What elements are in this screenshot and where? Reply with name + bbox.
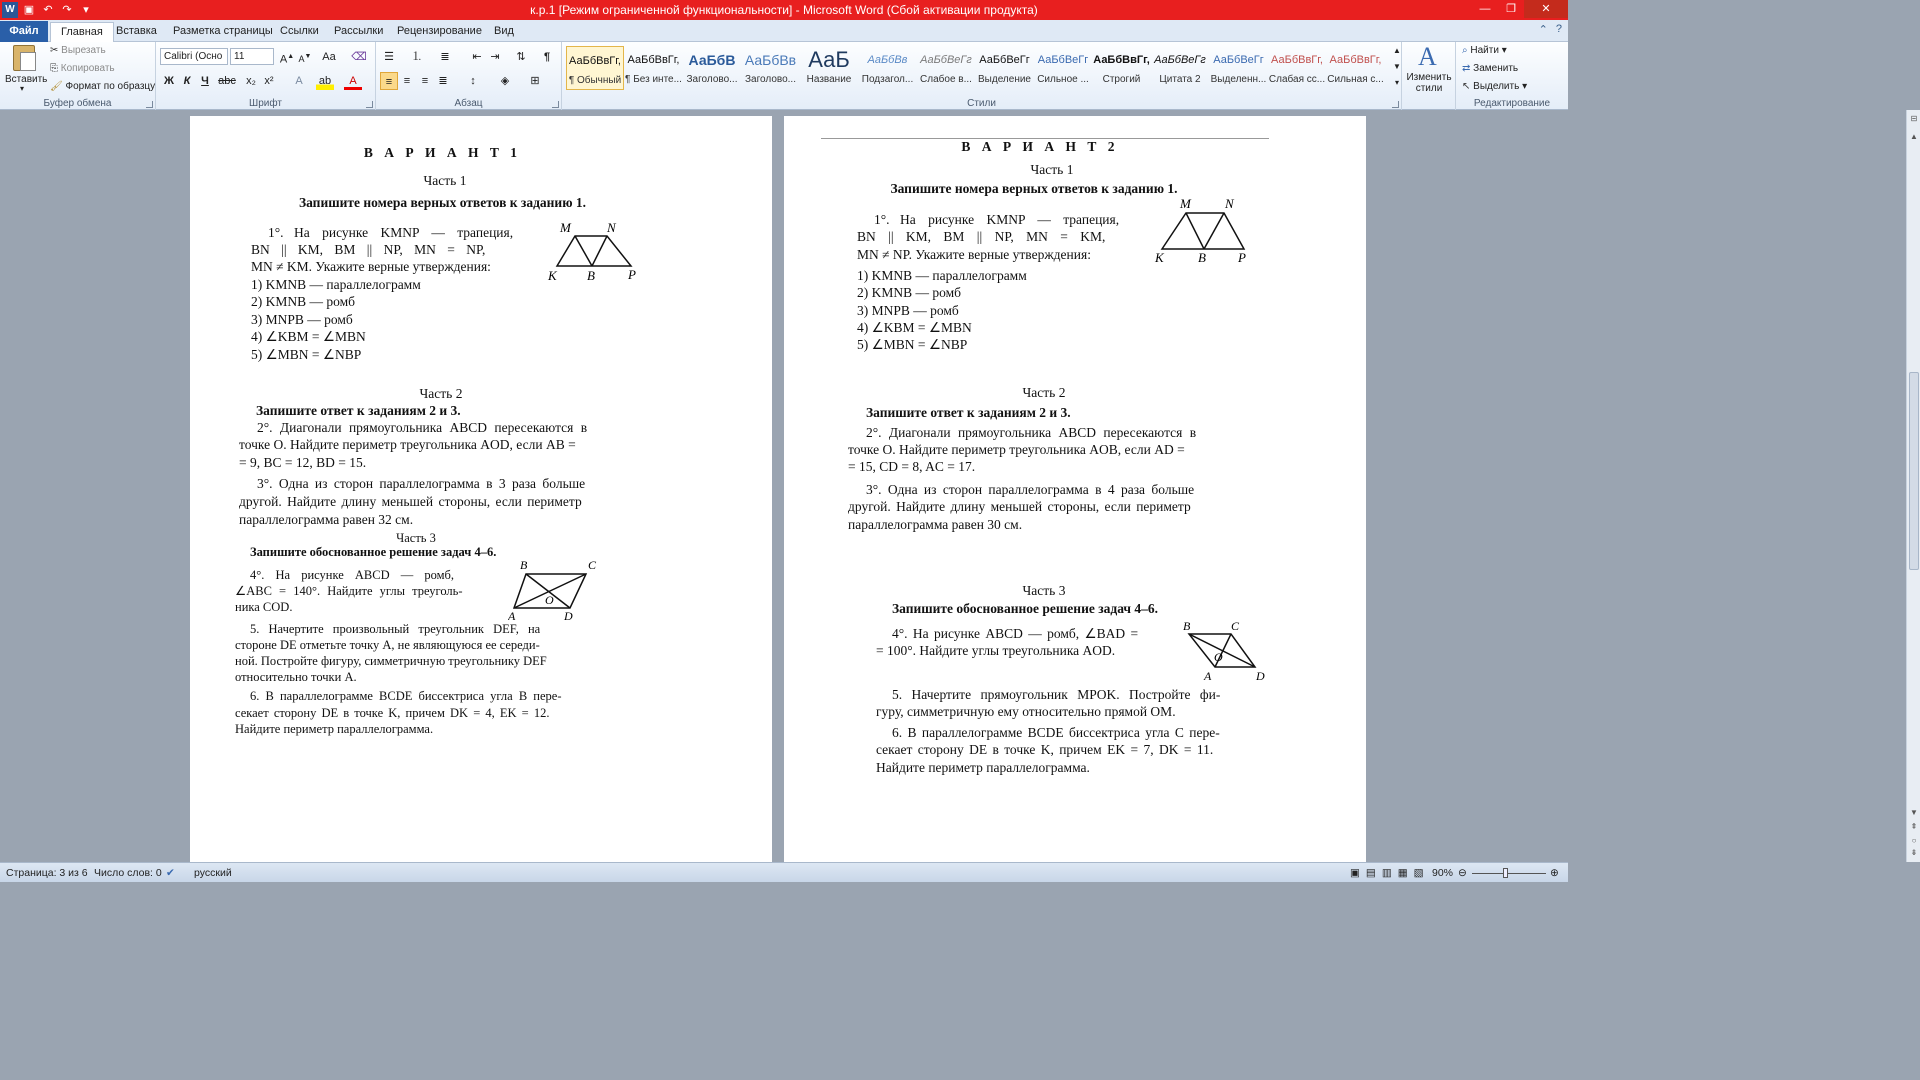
binoculars-icon: ⌕ bbox=[1462, 45, 1468, 56]
v1-task1-option: 5) ∠MBN = ∠NBP bbox=[251, 347, 362, 362]
format-painter-button[interactable] bbox=[50, 81, 155, 92]
style-sample: АаБбВвГг, bbox=[1329, 54, 1382, 66]
format-painter-label: Формат по образцу bbox=[65, 81, 156, 92]
title-bar bbox=[0, 0, 1568, 20]
increase-indent-icon[interactable]: ⇥ bbox=[490, 51, 500, 63]
segment-nb bbox=[1204, 213, 1224, 249]
v2-task1-option: 5) ∠MBN = ∠NBP bbox=[857, 337, 968, 352]
style-gallery-item[interactable] bbox=[859, 46, 917, 90]
figure-label: C bbox=[588, 558, 597, 572]
paragraph-group-label: Абзац bbox=[454, 98, 483, 109]
v2-task2-line: точке O. Найдите периметр треугольника AOB, если AD = bbox=[848, 442, 1185, 457]
language-indicator[interactable]: русский bbox=[194, 867, 232, 879]
v2-instruction-1: Запишите номера верных ответов к заданию 1. bbox=[890, 181, 1178, 196]
v1-task4-line: ∠ABC = 140°. Найдите углы треуголь- bbox=[235, 584, 463, 598]
figure-label: O bbox=[1214, 650, 1223, 664]
v2-task1-option: 2) KMNB — ромб bbox=[857, 285, 962, 300]
decrease-indent-icon[interactable]: ⇤ bbox=[472, 51, 482, 63]
style-name: Слабое в... bbox=[920, 74, 972, 85]
styles-group-label: Стили bbox=[967, 98, 996, 109]
change-styles-button[interactable] bbox=[1402, 42, 1456, 110]
styles-scroll-down-icon[interactable]: ▼ bbox=[1393, 62, 1401, 71]
figure-label: K bbox=[1155, 250, 1164, 265]
status-bar bbox=[0, 862, 1568, 882]
paste-icon bbox=[13, 45, 35, 71]
v1-task1-option: 3) MNPB — ромб bbox=[251, 312, 353, 327]
show-marks-icon[interactable]: ¶ bbox=[543, 51, 551, 63]
v2-task5-line: 5. Начертите прямоугольник MPOK. Постройте фи- bbox=[892, 687, 1221, 702]
v1-task5-line: 5. Начертите произвольный треугольник DEF, на bbox=[250, 622, 541, 636]
style-sample: АаБбВеГг bbox=[1154, 54, 1206, 66]
segment-mb bbox=[1186, 213, 1204, 249]
style-sample: АаБбВеГг bbox=[1213, 54, 1264, 66]
style-gallery-item[interactable] bbox=[976, 46, 1034, 90]
v1-task3-line: другой. Найдите длину меньшей стороны, если периметр bbox=[239, 494, 582, 509]
help-icon[interactable]: ? bbox=[1555, 23, 1562, 35]
v1-rhombus-figure bbox=[508, 556, 604, 622]
view-buttons[interactable]: ▣▤▥▦▧ bbox=[1350, 867, 1430, 879]
v1-task2-line: 2°. Диагонали прямоугольника ABCD пересекаются в bbox=[257, 420, 588, 435]
grow-font-icon[interactable]: A▲ bbox=[279, 53, 295, 66]
v2-task1-option: 1) KMNB — параллелограмм bbox=[857, 268, 1027, 283]
change-styles-icon: A bbox=[1418, 42, 1437, 71]
v1-task5-line: относительно точки A. bbox=[235, 670, 357, 684]
style-name: Цитата 2 bbox=[1159, 74, 1201, 85]
tab-review[interactable]: Рецензирование bbox=[397, 25, 482, 37]
scroll-down-icon[interactable]: ▼ bbox=[1910, 808, 1918, 817]
align-right-icon[interactable]: ≡ bbox=[421, 75, 429, 87]
segment-nb bbox=[592, 236, 607, 266]
v1-task2-line: = 9, BC = 12, BD = 15. bbox=[239, 455, 367, 470]
v2-task1-option: 3) MNPB — ромб bbox=[857, 303, 959, 318]
figure-label: O bbox=[545, 593, 554, 607]
replace-label: Заменить bbox=[1473, 63, 1519, 74]
figure-label: D bbox=[1256, 669, 1265, 683]
replace-button[interactable] bbox=[1462, 63, 1518, 74]
v2-task2-line: 2°. Диагонали прямоугольника ABCD пересекаются в bbox=[866, 425, 1197, 440]
select-label: Выделить bbox=[1473, 81, 1520, 92]
select-button[interactable]: ↖ Выделить ▾ bbox=[1462, 81, 1528, 92]
style-name: Выделенн... bbox=[1210, 74, 1267, 85]
italic-button[interactable]: К bbox=[183, 75, 191, 87]
v2-rhombus-figure bbox=[1179, 616, 1269, 684]
window-controls bbox=[1472, 0, 1568, 18]
borders-icon[interactable]: ⊞ bbox=[530, 75, 540, 87]
group-clipboard bbox=[0, 42, 156, 110]
numbering-icon[interactable]: ⒈ bbox=[411, 51, 423, 63]
document-workspace[interactable] bbox=[0, 110, 1554, 862]
v2-task1-line3: MN ≠ NP. Укажите верные утверждения: bbox=[857, 247, 1091, 262]
minimize-icon[interactable]: — bbox=[1479, 3, 1491, 15]
figure-label: M bbox=[560, 220, 571, 235]
v2-task1-number: 1°. bbox=[874, 212, 890, 227]
style-gallery-item[interactable] bbox=[1093, 46, 1151, 90]
v2-task2-line: = 15, CD = 8, AC = 17. bbox=[848, 459, 976, 474]
v2-task5-line: гуру, симметричную ему относительно прямой OM. bbox=[876, 704, 1176, 719]
multilevel-list-icon[interactable]: ≣ bbox=[440, 51, 450, 63]
figure-label: P bbox=[628, 267, 636, 282]
v2-task6-line: секает сторону DE в точке K, причем EK = 7, DK = 11. bbox=[876, 742, 1214, 757]
align-left-icon[interactable]: ≡ bbox=[380, 72, 398, 90]
v1-task1-line3: MN ≠ KM. Укажите верные утверждения: bbox=[251, 259, 491, 274]
v2-task1-line1: На рисунке KMNP — трапеция, bbox=[900, 212, 1120, 227]
v1-task1-line2: BN || KM, BM || NP, MN = NP, bbox=[251, 242, 486, 257]
style-name: ¶ Обычный bbox=[568, 75, 622, 86]
v2-task4-line: = 100°. Найдите углы треугольника AOD. bbox=[876, 643, 1116, 658]
restore-icon[interactable]: ❐ bbox=[1506, 3, 1516, 15]
v1-task1-option: 2) KMNB — ромб bbox=[251, 294, 356, 309]
zoom-slider[interactable] bbox=[1472, 873, 1546, 874]
style-sample: АаБбВвГг, bbox=[569, 55, 621, 67]
style-sample: АаБбВеГг bbox=[920, 54, 972, 66]
style-gallery-item[interactable] bbox=[625, 46, 683, 90]
figure-label: C bbox=[1231, 619, 1240, 633]
style-name: Заголово... bbox=[686, 74, 738, 85]
copy-button[interactable] bbox=[50, 63, 115, 74]
figure-label: M bbox=[1180, 196, 1191, 211]
clear-formatting-icon[interactable]: ⌫ bbox=[351, 51, 367, 63]
figure-label: B bbox=[587, 268, 595, 283]
undo-icon[interactable]: ↶ bbox=[43, 4, 53, 16]
save-icon[interactable]: ▣ bbox=[23, 4, 35, 16]
v2-task1-line2: BN || KM, BM || NP, MN = KM, bbox=[857, 229, 1106, 244]
style-gallery-item[interactable] bbox=[1327, 46, 1385, 90]
tab-mailings[interactable]: Рассылки bbox=[334, 25, 384, 37]
v1-instruction-1: Запишите номера верных ответов к заданию 1. bbox=[298, 195, 587, 210]
v2-task1-option: 4) ∠KBM = ∠MBN bbox=[857, 320, 972, 335]
v1-task1-number: 1°. bbox=[268, 225, 284, 240]
scroll-up-icon[interactable]: ▲ bbox=[1910, 132, 1918, 141]
v1-task3-line: 3°. Одна из сторон параллелограмма в 3 раза больше bbox=[257, 476, 586, 491]
style-sample: АаБбВ bbox=[688, 52, 736, 68]
style-gallery-item[interactable] bbox=[1151, 46, 1209, 90]
font-name-box[interactable]: Calibri (Осно bbox=[160, 48, 228, 65]
style-name: ¶ Без инте... bbox=[625, 74, 682, 85]
group-styles bbox=[562, 42, 1402, 110]
shading-icon[interactable]: ◈ bbox=[500, 75, 510, 87]
vertical-scrollbar[interactable] bbox=[1906, 110, 1920, 862]
v1-task6-line: 6. В параллелограмме BCDE биссектриса угла B пере- bbox=[250, 689, 562, 703]
style-sample: АаБ bbox=[808, 47, 850, 72]
page-counter[interactable]: Страница: 3 из 6 bbox=[6, 867, 88, 879]
style-name: Сильное ... bbox=[1037, 74, 1089, 85]
justify-icon[interactable]: ≣ bbox=[438, 75, 448, 87]
style-name: Сильная с... bbox=[1327, 74, 1384, 85]
ruler-toggle-icon[interactable]: ⊟ bbox=[1910, 114, 1918, 123]
v2-task3-line: другой. Найдите длину меньшей стороны, если периметр bbox=[848, 499, 1191, 514]
replace-icon: ⇄ bbox=[1462, 63, 1471, 74]
style-name: Слабая сс... bbox=[1268, 74, 1326, 85]
style-name: Подзагол... bbox=[861, 74, 914, 85]
sort-icon[interactable]: ⇅ bbox=[516, 51, 526, 63]
browse-object-icon[interactable]: ○ bbox=[1911, 836, 1917, 845]
highlight-icon[interactable]: ab bbox=[316, 72, 334, 90]
scissors-icon: ✂ bbox=[50, 45, 59, 56]
style-sample: АаБбВв bbox=[867, 54, 908, 66]
align-center-icon[interactable]: ≡ bbox=[403, 75, 411, 87]
style-gallery-item[interactable] bbox=[800, 46, 858, 90]
change-styles-label: Изменить стили bbox=[1406, 72, 1452, 94]
v1-task2-line: точке O. Найдите периметр треугольника AOD, если AB = bbox=[239, 437, 576, 452]
next-page-icon[interactable]: ⇟ bbox=[1910, 848, 1918, 857]
scrollbar-thumb[interactable] bbox=[1909, 372, 1919, 570]
figure-label: K bbox=[548, 268, 557, 283]
style-gallery-item[interactable] bbox=[742, 46, 800, 90]
tab-file[interactable]: Файл bbox=[0, 21, 48, 42]
v1-instruction-2: Запишите ответ к заданиям 2 и 3. bbox=[256, 403, 461, 418]
tab-insert[interactable]: Вставка bbox=[116, 25, 157, 37]
v1-part1-title: Часть 1 bbox=[423, 173, 467, 188]
figure-label: A bbox=[508, 609, 516, 622]
cut-button[interactable] bbox=[50, 45, 106, 56]
style-name: Название bbox=[806, 74, 852, 85]
v1-task1-option: 1) KMNB — параллелограмм bbox=[251, 277, 421, 292]
v2-part2-title: Часть 2 bbox=[1022, 385, 1066, 400]
style-sample: АаБбВвГг, bbox=[627, 54, 680, 66]
v1-task4-line: 4°. На рисунке ABCD — ромб, bbox=[250, 568, 455, 582]
bullets-icon[interactable]: ☰ bbox=[384, 51, 394, 63]
font-launcher-icon[interactable] bbox=[366, 101, 373, 108]
style-sample: АаБбВвГг, bbox=[1271, 54, 1323, 66]
figure-label: D bbox=[564, 609, 573, 622]
font-size-box[interactable]: 11 bbox=[230, 48, 274, 65]
v1-task4-line: ника COD. bbox=[235, 600, 293, 614]
ribbon-right-controls bbox=[1539, 23, 1562, 36]
paragraph-launcher-icon[interactable] bbox=[552, 101, 559, 108]
v1-task3-line: параллелограмма равен 32 см. bbox=[239, 512, 414, 527]
segment-mb bbox=[575, 236, 592, 266]
style-gallery-item[interactable] bbox=[566, 46, 624, 90]
page-variant-2[interactable] bbox=[784, 116, 1366, 862]
style-sample: АаБбВеГг bbox=[979, 54, 1030, 66]
zoom-out-icon[interactable]: ⊖ bbox=[1458, 867, 1467, 879]
v2-trapezoid-figure bbox=[1152, 194, 1252, 266]
cursor-icon: ↖ bbox=[1462, 81, 1471, 92]
subscript-icon[interactable]: x₂ bbox=[246, 75, 256, 87]
v2-part3-title: Часть 3 bbox=[1022, 583, 1066, 598]
v1-task1-line1: На рисунке KMNP — трапеция, bbox=[294, 225, 514, 240]
v1-task6-line: Найдите периметр параллелограмма. bbox=[235, 722, 434, 736]
brush-icon: 🖌 bbox=[50, 81, 63, 92]
ribbon bbox=[0, 42, 1568, 110]
figure-label: B bbox=[1183, 619, 1191, 633]
zoom-level[interactable]: 90% bbox=[1432, 867, 1454, 879]
v2-task4-line: 4°. На рисунке ABCD — ромб, ∠BAD = bbox=[892, 626, 1139, 641]
style-name: Заголово... bbox=[745, 74, 796, 85]
v1-part2-title: Часть 2 bbox=[419, 386, 463, 401]
copy-label: Копировать bbox=[60, 63, 115, 74]
v2-task3-line: параллелограмма равен 30 см. bbox=[848, 517, 1023, 532]
styles-scroll-up-icon[interactable]: ▲ bbox=[1393, 46, 1401, 55]
figure-label: P bbox=[1238, 250, 1246, 265]
v1-instruction-3: Запишите обоснованное решение задач 4–6. bbox=[250, 545, 497, 559]
v2-task6-line: 6. В параллелограмме BCDE биссектриса угла C пере- bbox=[892, 725, 1220, 740]
variant1-heading: В А Р И А Н Т 1 bbox=[363, 145, 522, 160]
v1-part3-title: Часть 3 bbox=[396, 531, 436, 545]
styles-launcher-icon[interactable] bbox=[1392, 101, 1399, 108]
editing-group-label: Редактирование bbox=[1473, 98, 1551, 109]
find-label: Найти bbox=[1470, 45, 1499, 56]
style-gallery-item[interactable] bbox=[1210, 46, 1268, 90]
clipboard-group-label: Буфер обмена bbox=[43, 98, 112, 109]
proofing-icon[interactable]: ✔ bbox=[166, 867, 175, 879]
variant2-heading: В А Р И А Н Т 2 bbox=[961, 139, 1119, 154]
style-name: Выделение bbox=[978, 74, 1031, 85]
superscript-icon[interactable]: x² bbox=[264, 75, 274, 87]
v1-task1-option: 4) ∠KBM = ∠MBN bbox=[251, 329, 366, 344]
figure-label: N bbox=[1225, 196, 1234, 211]
word-count[interactable]: Число слов: 0 bbox=[94, 867, 162, 879]
bold-button[interactable]: Ж bbox=[164, 75, 174, 87]
v1-task5-line: ной. Постройте фигуру, симметричную треугольнику DEF bbox=[235, 654, 547, 668]
zoom-in-icon[interactable]: ⊕ bbox=[1550, 867, 1559, 879]
previous-page-icon[interactable]: ⇞ bbox=[1910, 822, 1918, 831]
strikethrough-icon[interactable]: abc bbox=[218, 75, 236, 87]
group-editing bbox=[1456, 42, 1568, 110]
group-paragraph bbox=[376, 42, 562, 110]
zoom-slider-thumb[interactable] bbox=[1503, 868, 1508, 878]
style-gallery-item[interactable] bbox=[917, 46, 975, 90]
redo-icon[interactable]: ↷ bbox=[62, 4, 72, 16]
underline-button[interactable]: Ч bbox=[201, 75, 209, 87]
styles-more-icon[interactable]: ▾ bbox=[1394, 78, 1399, 87]
style-gallery-item[interactable] bbox=[1268, 46, 1326, 90]
style-gallery-item[interactable] bbox=[1034, 46, 1092, 90]
word-logo-icon[interactable]: W bbox=[2, 2, 18, 18]
tab-home[interactable]: Главная bbox=[50, 22, 114, 43]
trapezoid-shape bbox=[1162, 213, 1244, 249]
v2-task3-line: 3°. Одна из сторон параллелограмма в 4 раза больше bbox=[866, 482, 1195, 497]
style-name: Строгий bbox=[1102, 74, 1141, 85]
figure-label: B bbox=[520, 558, 528, 572]
style-sample: АаБбВвГг, bbox=[1093, 54, 1150, 66]
line-spacing-icon[interactable]: ↕ bbox=[470, 75, 476, 87]
copy-icon: ⎘ bbox=[50, 63, 58, 74]
cut-label: Вырезать bbox=[61, 45, 106, 56]
page-variant-1[interactable] bbox=[190, 116, 772, 862]
style-sample: АаБбВв bbox=[744, 52, 797, 68]
style-gallery-item[interactable] bbox=[683, 46, 741, 90]
v1-task5-line: стороне DE отметьте точку A, не являющуюся ее середи- bbox=[235, 638, 540, 652]
tab-page-layout[interactable]: Разметка страницы bbox=[173, 25, 273, 37]
group-font bbox=[156, 42, 376, 110]
minimize-ribbon-icon[interactable]: ⌃ bbox=[1538, 24, 1548, 36]
shrink-font-icon[interactable]: A▼ bbox=[298, 53, 312, 64]
tab-references[interactable]: Ссылки bbox=[280, 25, 319, 37]
window-title: к.р.1 [Режим ограниченной функциональности] - Microsoft Word (Сбой активации продукта) bbox=[530, 3, 1038, 17]
v2-instruction-3: Запишите обоснованное решение задач 4–6. bbox=[892, 601, 1159, 616]
paste-label: Вставить bbox=[5, 74, 48, 85]
ribbon-tabs bbox=[0, 20, 1568, 42]
customize-quick-access-icon[interactable]: ▾ bbox=[83, 4, 89, 16]
v2-instruction-2: Запишите ответ к заданиям 2 и 3. bbox=[866, 405, 1071, 420]
find-button[interactable]: ⌕ Найти ▾ bbox=[1462, 45, 1507, 56]
v1-trapezoid-figure bbox=[545, 216, 645, 284]
font-color-icon[interactable]: A bbox=[344, 72, 362, 90]
v2-task6-line: Найдите периметр параллелограмма. bbox=[876, 760, 1090, 775]
figure-label: N bbox=[607, 220, 616, 235]
v1-task6-line: секает сторону DE в точке K, причем DK = 4, EK = 12. bbox=[235, 706, 550, 720]
paste-button[interactable] bbox=[2, 42, 48, 94]
font-group-label: Шрифт bbox=[249, 98, 282, 109]
v2-part1-title: Часть 1 bbox=[1030, 162, 1074, 177]
style-sample: АаБбВеГг bbox=[1037, 54, 1089, 66]
figure-label: B bbox=[1198, 250, 1206, 265]
close-icon[interactable]: ✕ bbox=[1524, 0, 1568, 18]
tab-view[interactable]: Вид bbox=[494, 25, 514, 37]
paste-dropdown-icon: ▾ bbox=[20, 84, 25, 93]
figure-label: A bbox=[1204, 669, 1212, 683]
text-effects-icon[interactable]: A bbox=[295, 75, 303, 87]
clipboard-launcher-icon[interactable] bbox=[146, 101, 153, 108]
change-case-icon[interactable]: Aa bbox=[322, 51, 336, 63]
